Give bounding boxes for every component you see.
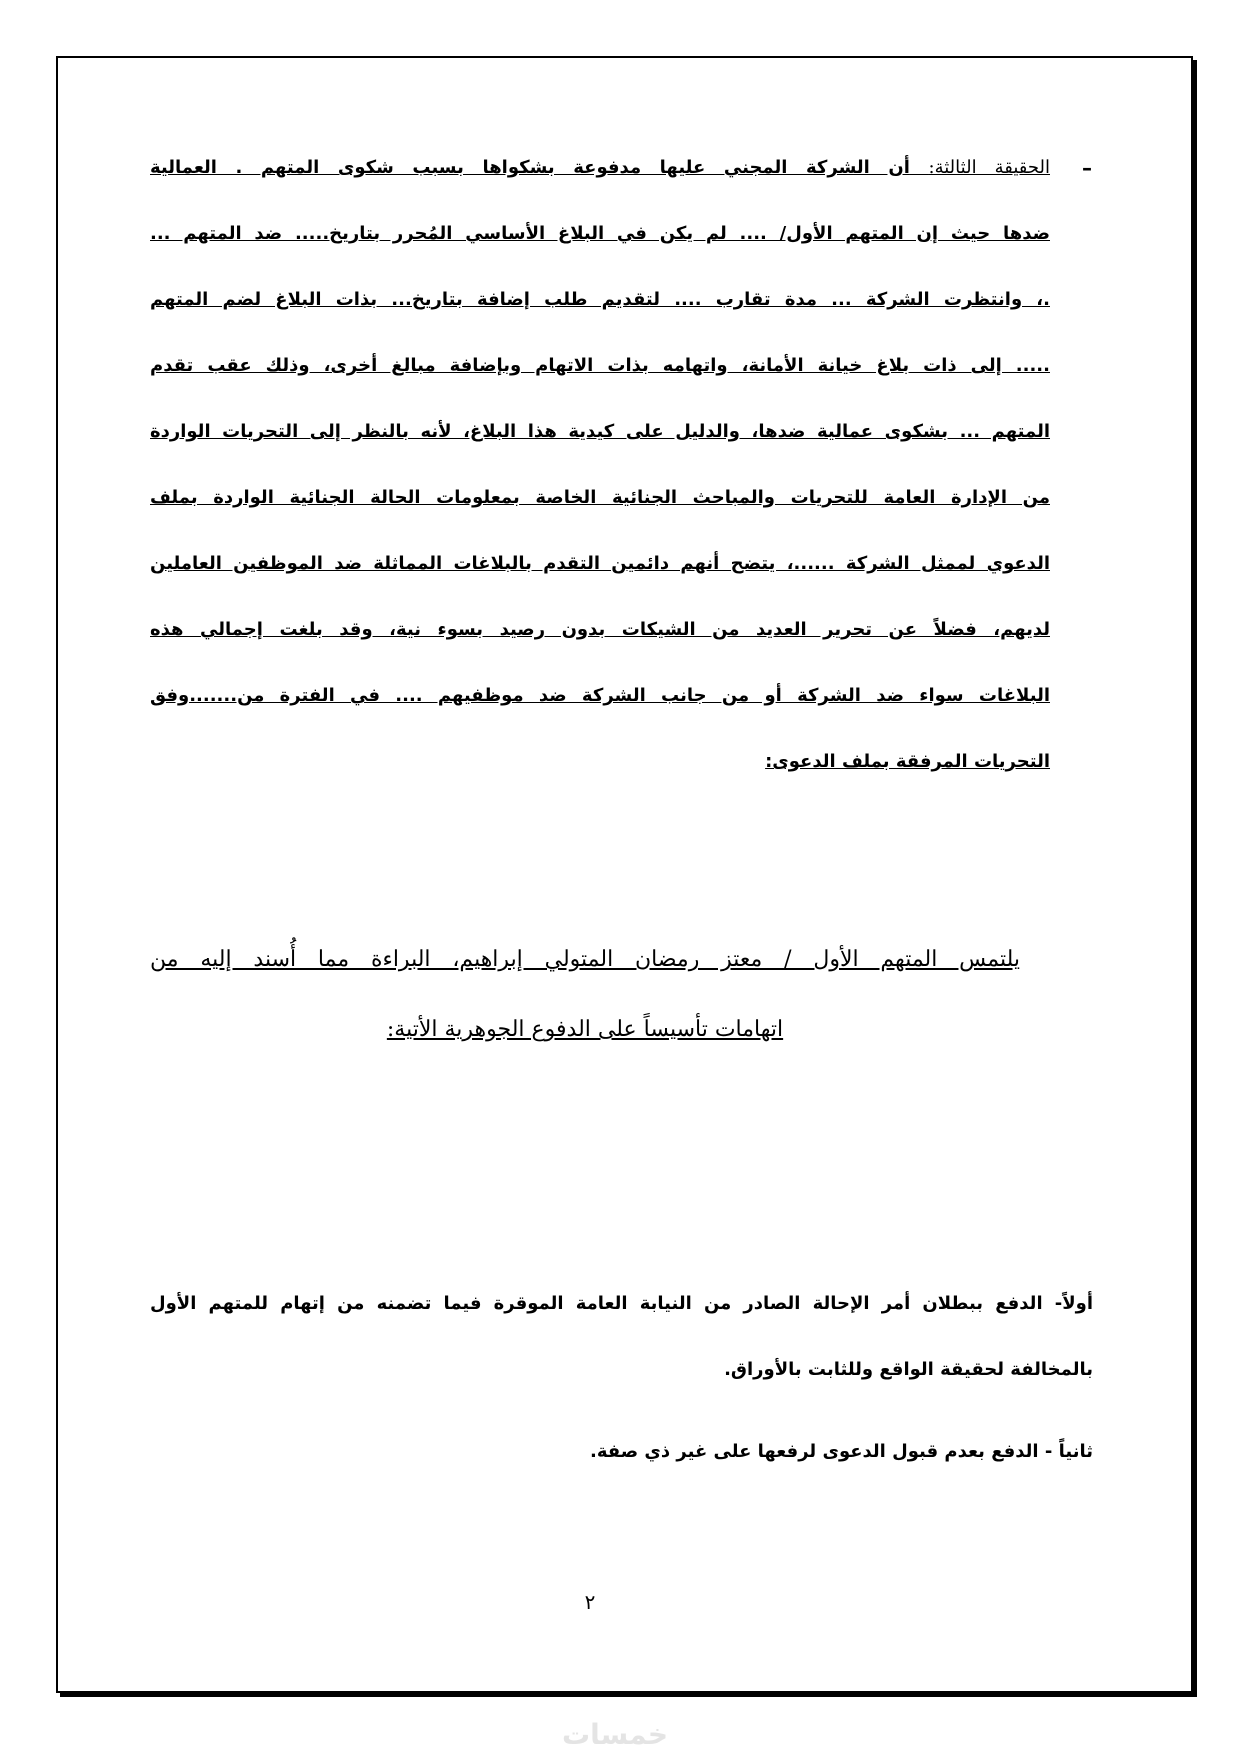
fact-line-6: من الإدارة العامة للتحريات والمباحث الجنائية الخاصة بمعلومات الحالة الجنائية الواردة بملف: [150, 487, 1050, 508]
fact-text: أن الشركة المجني عليها مدفوعة بشكواها بسبب شكوى المتهم . العمالية: [150, 157, 910, 178]
watermark-logo: خمسات: [561, 1718, 669, 1751]
fact-line-7: الدعوي لممثل الشركة ......، يتضح أنهم دائمين التقدم بالبلاغات المماثلة ضد الموظفين العاملين: [150, 553, 1050, 574]
acquittal-request: [150, 940, 1020, 1080]
defense-first-line-1: أولاً- الدفع ببطلان أمر الإحالة الصادر من النيابة العامة الموقرة فيما تضمنه من إتهام للمتهم الأول: [150, 1293, 1093, 1314]
fact-line-1: [150, 150, 1092, 216]
fact-line-9: البلاغات سواء ضد الشركة أو من جانب الشركة ضد موظفيهم .... في الفترة من.......وفق: [150, 685, 1050, 706]
fact-line-2: ضدها حيث إن المتهم الأول/ .... لم يكن في البلاغ الأساسي المُحرر بتاريخ..... ضد المتهم ...: [150, 223, 1050, 244]
defenses-list: [150, 1286, 1093, 1470]
fact-line-8: لديهم، فضلاً عن تحرير العديد من الشيكات بدون رصيد بسوء نية، وقد بلغت إجمالي هذه: [150, 619, 1050, 640]
request-line-2: اتهامات تأسيساً على الدفوع الجوهرية الأتية:: [386, 1017, 784, 1042]
defense-first-line-2: بالمخالفة لحقيقة الواقع وللثابت بالأوراق.: [724, 1359, 1093, 1380]
fact-line-3: .، وانتظرت الشركة ... مدة تقارب .... لتقديم طلب إضافة بتاريخ... بذات البلاغ لضم المتهم: [150, 289, 1050, 310]
fact-heading: الحقيقة الثالثة:: [928, 157, 1050, 178]
fact-line-10: التحريات المرفقة بملف الدعوى:: [765, 751, 1050, 772]
fact-line-4: ..... إلى ذات بلاغ خيانة الأمانة، واتهامه بذات الاتهام وبإضافة مبالغ أخرى، وذلك عقب تقدم: [150, 355, 1050, 376]
third-fact-paragraph: [150, 150, 1092, 810]
page-number: ٢: [584, 1590, 596, 1614]
defense-second: ثانياً - الدفع بعدم قبول الدعوى لرفعها على غير ذي صفة.: [590, 1441, 1093, 1462]
fact-line-5: المتهم ... بشكوى عمالية ضدها، والدليل على كيدية هذا البلاغ، لأنه بالنظر إلى التحريات الواردة: [150, 421, 1050, 442]
bullet-dash: –: [1082, 156, 1092, 180]
request-line-1: يلتمس المتهم الأول / معتز رمضان المتولي إبراهيم، البراءة مما أُسند إليه من: [150, 947, 1020, 972]
